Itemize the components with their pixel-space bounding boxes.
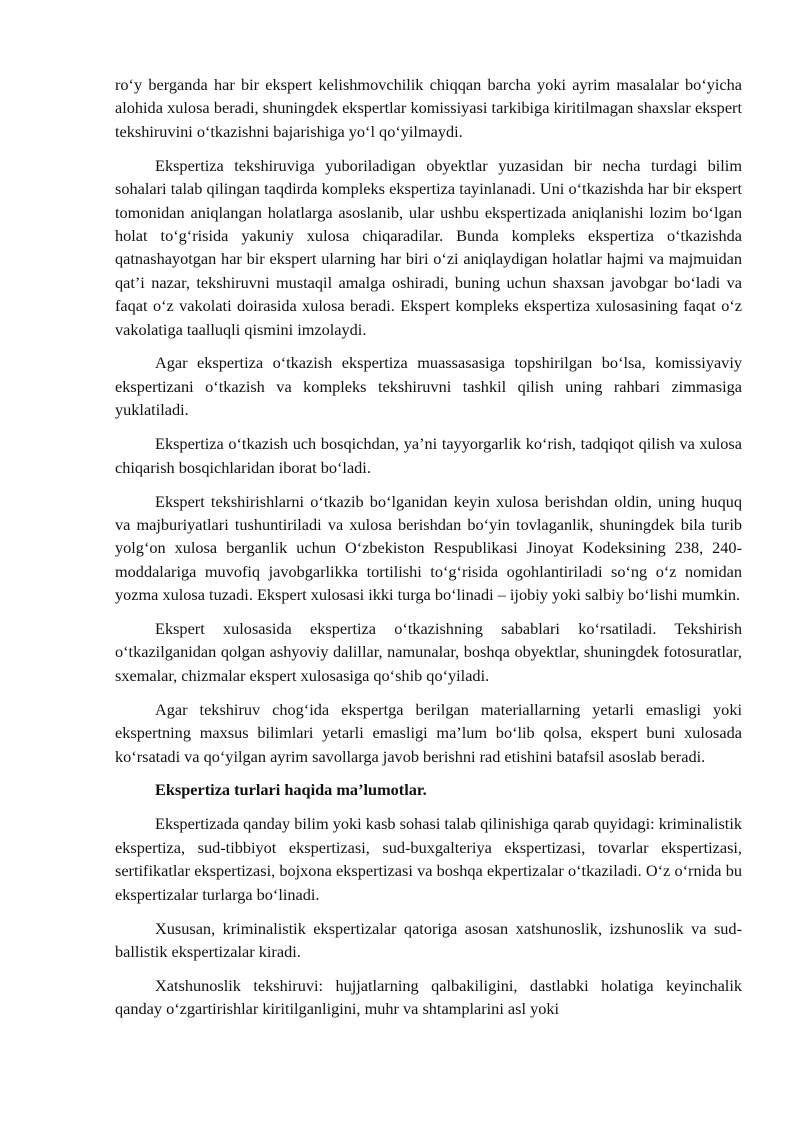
section-heading: Ekspertiza turlari haqida ma’lumotlar. <box>155 780 427 800</box>
paragraph-three-stages: Ekspertiza o‘tkazish uch bosqichdan, ya’ni tayyorgarlik ko‘rish, tadqiqot qilish va xulosa chiqarish bosqichlaridan iborat bo‘ladi. <box>115 434 742 477</box>
paragraph-continuation: ro‘y berganda har bir ekspert kelishmovchilik chiqqan barcha yoki ayrim masalalar bo‘yicha alohida xulosa beradi, shuningdek ekspertlar komissiyasi tarkibiga kiritilmagan shaxslar ekspert tekshiruvini o‘tkazishni bajarishiga yo‘l qo‘yilmaydi. <box>115 75 742 141</box>
document-page <box>115 73 742 1031</box>
paragraph-criminalistic: Xususan, kriminalistik ekspertizalar qatoriga asosan xatshunoslik, izshunoslik va sud-ballistik ekspertizalar kiradi. <box>115 918 742 961</box>
paragraph-expert-warning: Ekspert tekshirishlarni o‘tkazib bo‘lganidan keyin xulosa berishdan oldin, uning huquq va majburiyatlari tushuntiriladi va xulosa berishdan bo‘yin tovlaganlik, shuningdek bila turib yolg‘on xulosa berganlik uchun O‘zbekiston Respublikasi Jinoyat Kodeksining 238, 240-moddalariga muvofiq javobgarlikka tortilishi to‘g‘risida ogohlantiriladi so‘ng o‘z nomidan yozma xulosa tuzadi. Ekspert xulosasi ikki turga bo‘linadi – ijobiy yoki salbiy bo‘lishi mumkin. <box>115 491 742 605</box>
paragraph-institution-head: Agar ekspertiza o‘tkazish ekspertiza muassasasiga topshirilgan bo‘lsa, komissiyaviy ekspertizani o‘tkazish va kompleks tekshiruvni tashkil qilish uning rahbari zimmasiga yuklatiladi. <box>115 353 742 420</box>
paragraph-conclusion-reasons: Ekspert xulosasida ekspertiza o‘tkazishning sabablari ko‘rsatiladi. Tekshirish o‘tkazilganidan qolgan ashyoviy dalillar, namunalar, boshqa obyektlar, shuningdek fotosuratlar, sxemalar, chizmalar ekspert xulosasiga qo‘shib qo‘yiladi. <box>115 619 742 685</box>
paragraph-expertise-kinds: Ekspertizada qanday bilim yoki kasb sohasi talab qilinishiga qarab quyidagi: kriminalistik ekspertiza, sud-tibbiyot ekspertizasi, sud-buxgalteriya ekspertizasi, tovarlar ekspertizasi, sertifikatlar ekspertizasi, bojxona ekspertizasi va boshqa ekpertizalar o‘tkaziladi. O‘z o‘rnida bu ekspertizalar turlarga bo‘linadi. <box>115 814 742 904</box>
paragraph-complex-expertise: Ekspertiza tekshiruviga yuboriladigan obyektlar yuzasidan bir necha turdagi bilim sohalari talab qilingan taqdirda kompleks ekspertiza tayinlanadi. Uni o‘tkazishda har bir ekspert tomonidan aniqlangan holatlarga asoslanib, ular ushbu ekspertizada aniqlanishi lozim bo‘lgan holat to‘g‘risida yakuniy xulosa chiqaradilar. Bunda kompleks ekspertiza o‘tkazishda qatnashayotgan har bir ekspert ularning har biri o‘zi aniqlaydigan holatlar hajmi va majmuidan qat’i nazar, tekshiruvni mustaqil amalga oshiradi, buning uchun shaxsan javobgar bo‘ladi va faqat o‘z vakolati doirasida xulosa beradi. Ekspert kompleks ekspertiza xulosasining faqat o‘z vakolatiga taalluqli qismini imzolaydi. <box>115 155 742 339</box>
paragraph-insufficient-materials: Agar tekshiruv chog‘ida ekspertga berilgan materiallarning yetarli emasligi yoki ekspertning maxsus bilimlari yetarli emasligi ma’lum bo‘lib qolsa, ekspert buni xulosada ko‘rsatadi va qo‘yilgan ayrim savollarga javob berishni rad etishini batafsil asoslab beradi. <box>115 699 742 766</box>
paragraph-handwriting: Xatshunoslik tekshiruvi: hujjatlarning qalbakiligini, dastlabki holatiga keyinchalik qanday o‘zgartirishlar kiritilganligini, muhr va shtamplarini asl yoki <box>115 975 742 1019</box>
